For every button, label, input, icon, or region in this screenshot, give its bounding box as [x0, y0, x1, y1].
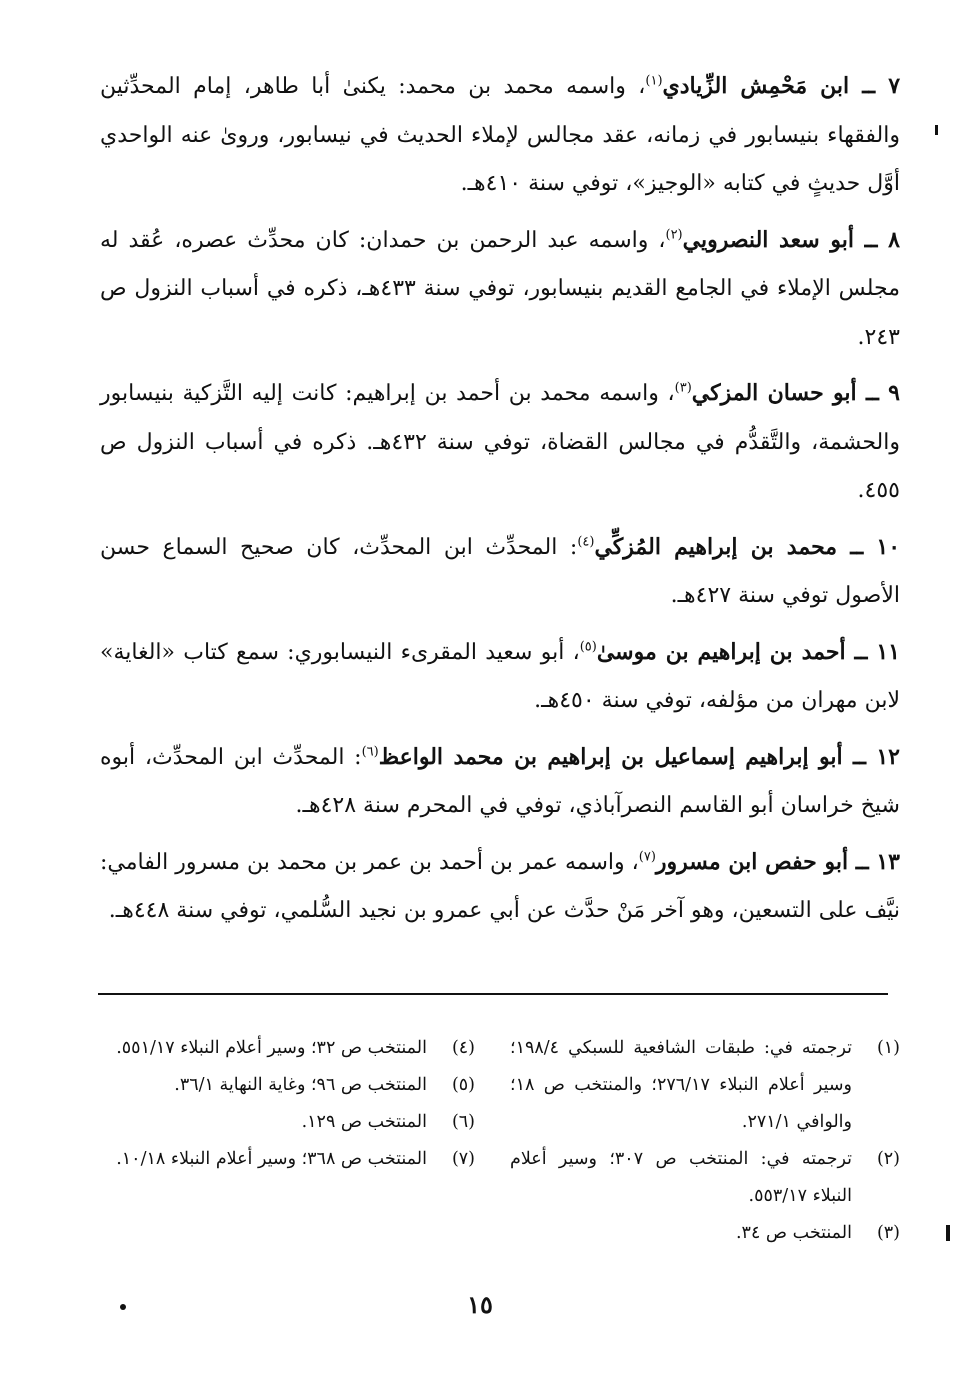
scan-speck — [946, 1225, 950, 1241]
footnote-6 — [80, 1104, 475, 1141]
entry-body: ، واسمه عمر بن أحمد بن عمر بن محمد بن مسرور الفامي: نيَّف على التسعين، وهو آخر مَنْ حدَّث عن أبي عمرو بن نجيد السُّلمي، توفي سنة ٤٤٨هـ. — [100, 849, 900, 923]
entry-body: ، أبو سعيد المقرىء النيسابوري: سمع كتاب «الغاية» لابن مهران من مؤلفه، توفي سنة ٤٥٠هـ. — [100, 639, 900, 713]
footnote-4 — [80, 1030, 475, 1067]
footnote-text: المنتخب ص ٣٢؛ وسير أعلام النبلاء ٥٥١/١٧. — [116, 1038, 427, 1058]
footnote-ref: (٢) — [665, 227, 683, 243]
entry-body: ، واسمه عبد الرحمن بن حمدان: كان محدِّث عصره، عُقد له مجلس الإملاء في الجامع القديم بنيسابور، توفي سنة ٤٣٣هـ، ذكره في أسباب النزول ص ٢٤٣. — [100, 227, 900, 350]
footnote-text: المنتخب ص ١٢٩. — [301, 1112, 427, 1132]
footnote-5 — [80, 1067, 475, 1104]
entry-heading: ٨ ــ أبو سعد النصرويي — [682, 226, 900, 253]
footnote-text: ترجمته في: المنتخب ص ٣٠٧؛ وسير أعلام النبلاء ٥٥٣/١٧. — [510, 1149, 852, 1206]
footnote-7 — [80, 1141, 475, 1178]
footnote-ref: (١) — [645, 73, 663, 89]
footnote-number: (٥) — [451, 1075, 475, 1095]
entry-body: ، واسمه محمد بن محمد: يكنىٰ أبا طاهر، إمام المحدِّثين والفقهاء بنيسابور في زمانه، عقد مجالس لإملاء الحديث في نيسابور، ورویٰ عنه الواحدي أوَّل حديثٍ في كتابه «الوجيز»، توفي سنة ٤١٠هـ. — [100, 74, 900, 196]
footnote-ref: (٣) — [674, 380, 692, 396]
entry-heading: ٩ ــ أبو حسان المزكي — [691, 380, 900, 406]
footnote-ref: (٤) — [577, 534, 595, 550]
entry-heading: ١٢ ــ أبو إبراهيم إسماعيل بن إبراهيم بن محمد الواعظ — [378, 743, 900, 770]
scan-speck — [935, 125, 938, 135]
footnote-ref: (٧) — [638, 849, 656, 865]
entry-13 — [100, 838, 900, 936]
footnotes-right-column — [510, 1030, 900, 1252]
entry-heading: ٧ ــ ابن مَحْمِش الزِّيادي — [662, 73, 901, 99]
footnote-ref: (٦) — [361, 744, 379, 760]
entry-heading: ١١ ــ أحمد بن إبراهيم بن موسىٰ — [596, 638, 900, 665]
entry-8 — [100, 216, 900, 363]
entry-heading: ١٠ ــ محمد بن إبراهيم المُزكِّي — [594, 533, 901, 560]
entry-12 — [100, 733, 900, 831]
entry-9 — [100, 369, 900, 516]
footnote-divider — [98, 993, 888, 995]
footnote-number: (٤) — [451, 1038, 475, 1058]
footnote-text: المنتخب ص ٩٦؛ وغاية النهاية ٣٦/١. — [174, 1075, 427, 1095]
entry-body: : المحدِّث ابن المحدِّث، كان صحيح السماع حسن الأصول توفي سنة ٤٢٧هـ. — [100, 534, 900, 608]
footnote-number: (١) — [876, 1038, 900, 1058]
entry-body: : المحدِّث ابن المحدِّث، أبوه شيخ خراسان أبو القاسم النصرآباذي، توفي في المحرم سنة ٤٢٨هـ. — [100, 744, 900, 818]
footnote-1 — [510, 1030, 900, 1141]
footnotes-left-column — [80, 1030, 475, 1178]
footnote-text: المنتخب ص ٣٦٨؛ وسير أعلام النبلاء ١٠/١٨. — [116, 1149, 427, 1169]
scan-speck — [120, 1304, 126, 1310]
footnote-number: (٢) — [876, 1149, 900, 1169]
footnote-2 — [510, 1141, 900, 1215]
footnote-ref: (٥) — [579, 639, 597, 655]
footnote-number: (٣) — [876, 1223, 900, 1243]
entry-11 — [100, 628, 900, 726]
entry-7 — [100, 62, 900, 209]
entry-10 — [100, 523, 900, 621]
footnote-3 — [510, 1215, 900, 1252]
entry-heading: ١٣ ــ أبو حفص ابن مسرور — [655, 848, 900, 875]
footnote-text: ترجمته في: طبقات الشافعية للسبكي ١٩٨/٤؛ وسير أعلام النبلاء ٢٧٦/١٧؛ والمنتخب ص ١٨؛ والوافي ٢٧١/١. — [510, 1038, 853, 1132]
page-number: ١٥ — [467, 1290, 493, 1319]
footnote-number: (٧) — [451, 1149, 475, 1169]
footnote-text: المنتخب ص ٣٤. — [735, 1223, 852, 1243]
main-text — [100, 62, 900, 943]
footnote-number: (٦) — [451, 1112, 475, 1132]
entry-body: ، واسمه محمد بن أحمد بن إبراهيم: كانت إليه التَّزكية بنيسابور والحشمة، والتَّقدُّم في مجالس القضاة، توفي سنة ٤٣٢هـ. ذكره في أسباب النزول ص ٤٥٥. — [100, 381, 900, 503]
